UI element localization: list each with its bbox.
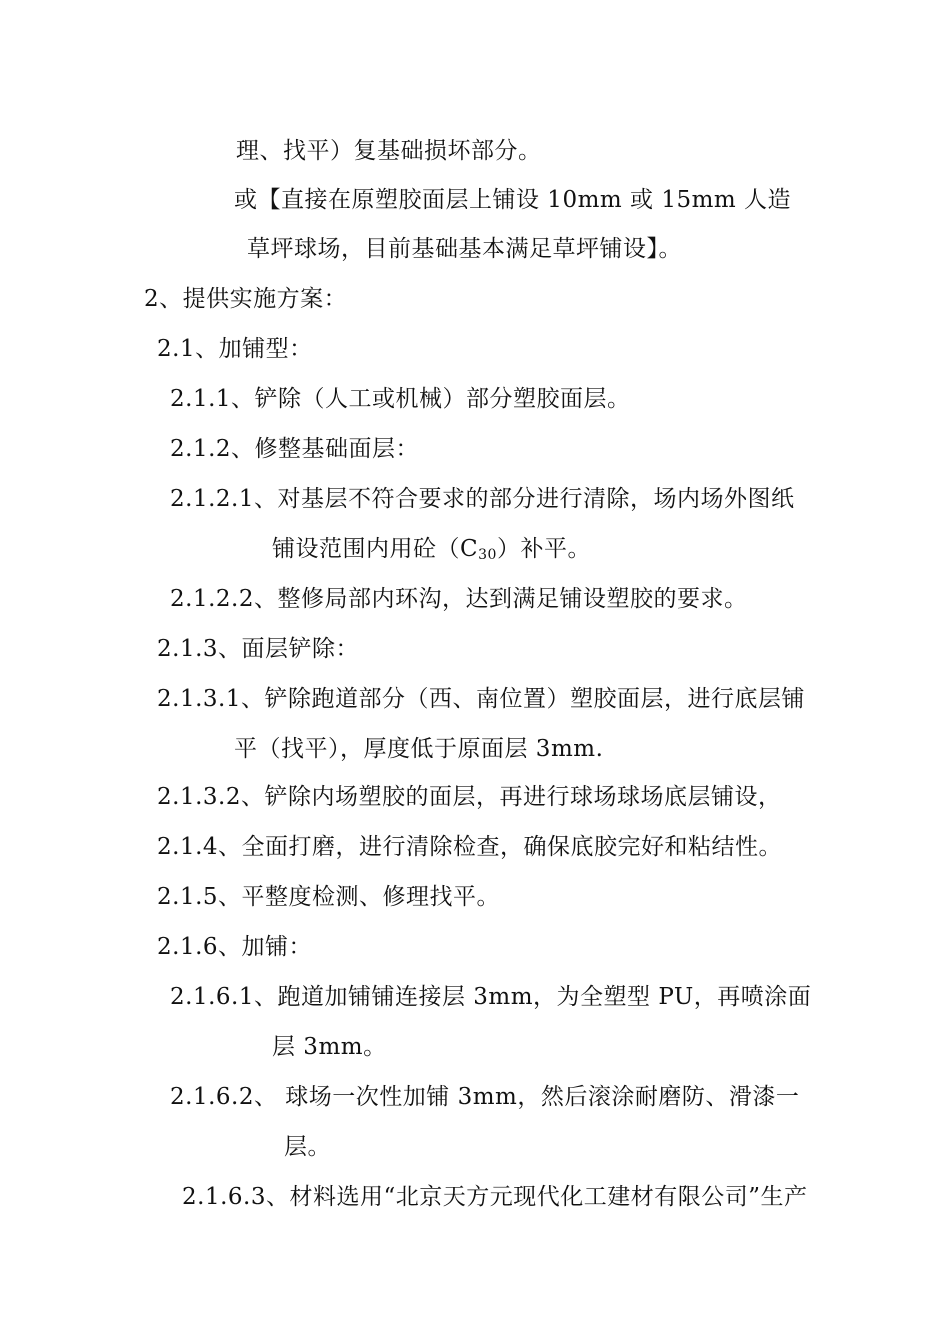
item-2-1-6-1-cont: 层 3mm。 — [272, 1034, 387, 1060]
item-2-1-6-3: 2.1.6.3、材料选用“北京天方元现代化工建材有限公司”生产 — [182, 1184, 808, 1210]
item-2-1-3-1-cont: 平（找平），厚度低于原面层 3mm. — [234, 736, 604, 762]
item-2-1-5: 2.1.5、平整度检测、修理找平。 — [157, 884, 501, 910]
item-2-1-3-1: 2.1.3.1、铲除跑道部分（西、南位置）塑胶面层，进行底层铺 — [157, 686, 805, 712]
subscript-30: 30 — [478, 547, 497, 563]
item-2-1-6: 2.1.6、加铺： — [157, 934, 313, 960]
item-2-1-2: 2.1.2、修整基础面层： — [170, 436, 420, 462]
heading-2: 2、提供实施方案： — [144, 286, 348, 312]
item-2-1-2-2: 2.1.2.2、整修局部内环沟，达到满足铺设塑胶的要求。 — [170, 586, 748, 612]
item-2-1-2-1-cont-text: 铺设范围内用砼（C — [272, 536, 479, 562]
item-2-1-6-2-cont: 层。 — [284, 1134, 331, 1160]
item-2-1-3-2: 2.1.3.2、铲除内场塑胶的面层，再进行球场球场底层铺设， — [157, 784, 782, 810]
item-2-1-4: 2.1.4、全面打磨，进行清除检查，确保底胶完好和粘结性。 — [157, 834, 783, 860]
item-2-1-3: 2.1.3、面层铲除： — [157, 636, 360, 662]
heading-2-1: 2.1、加铺型： — [157, 336, 313, 362]
item-2-1-2-1-cont — [272, 534, 591, 570]
item-2-1-6-1: 2.1.6.1、跑道加铺铺连接层 3mm，为全塑型 PU，再喷涂面 — [170, 984, 812, 1010]
item-2-1-6-2: 2.1.6.2、 球场一次性加铺 3mm，然后滚涂耐磨防、滑漆一 — [170, 1084, 800, 1110]
text-line-2: 或【直接在原塑胶面层上铺设 10mm 或 15mm 人造 — [234, 187, 792, 213]
item-2-1-1: 2.1.1、铲除（人工或机械）部分塑胶面层。 — [170, 386, 631, 412]
item-2-1-2-1-cont-end: ）补平。 — [496, 536, 591, 562]
text-line-1: 理、找平）复基础损坏部分。 — [236, 138, 542, 164]
text-line-3: 草坪球场，目前基础基本满足草坪铺设】。 — [247, 236, 682, 262]
item-2-1-2-1: 2.1.2.1、对基层不符合要求的部分进行清除，场内场外图纸 — [170, 486, 795, 512]
